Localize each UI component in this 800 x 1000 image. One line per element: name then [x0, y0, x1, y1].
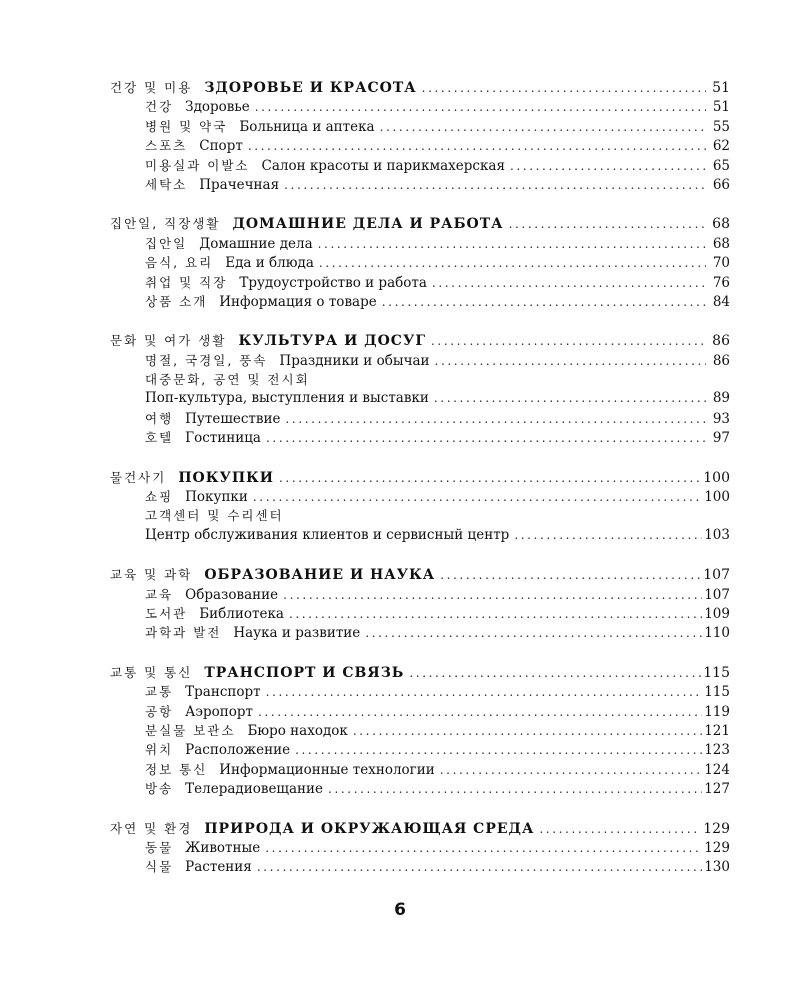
entry-korean: 도서관	[145, 605, 188, 621]
entry-russian: Аэропорт	[185, 703, 253, 720]
entry-russian: Путешествие	[185, 410, 281, 427]
toc-heading[interactable]	[110, 819, 730, 838]
dot-leader	[434, 389, 706, 408]
toc-entry[interactable]	[110, 253, 730, 272]
entry-russian: Библиотека	[199, 605, 284, 622]
page-ref: 51	[712, 99, 730, 116]
page-ref: 129	[703, 820, 730, 837]
dot-leader	[279, 469, 701, 488]
toc-heading[interactable]	[110, 565, 730, 584]
toc-entry[interactable]	[110, 857, 730, 876]
toc-entry[interactable]	[110, 487, 730, 506]
entry-korean: 호텔	[145, 430, 174, 446]
entry-russian: Транспорт	[185, 684, 261, 701]
entry-korean: 스포츠	[145, 138, 188, 154]
page-ref: 68	[712, 216, 730, 233]
heading-korean: 건강 및 미용	[110, 80, 193, 95]
entry-korean: 건강	[145, 99, 174, 115]
page-ref: 97	[712, 430, 730, 447]
toc-section-nature	[110, 819, 730, 877]
entry-korean: 공항	[145, 703, 174, 719]
entry-russian: Гостиница	[185, 430, 261, 447]
table-of-contents	[110, 78, 730, 897]
entry-korean: 대중문화, 공연 및 전시회	[145, 372, 310, 388]
toc-entry[interactable]	[110, 409, 730, 428]
page-ref: 86	[712, 352, 730, 369]
entry-korean: 세탁소	[145, 176, 188, 192]
entry-russian: Здоровье	[185, 99, 250, 116]
page-ref: 76	[712, 274, 730, 291]
toc-heading[interactable]	[110, 331, 730, 350]
entry-korean: 정보 통신	[145, 761, 208, 777]
entry-russian: Расположение	[185, 742, 291, 759]
entry-russian: Еда и блюда	[225, 255, 314, 272]
toc-entry[interactable]	[110, 97, 730, 116]
page-ref: 89	[712, 390, 730, 407]
dot-leader	[265, 839, 702, 858]
toc-section-transport	[110, 663, 730, 799]
dot-leader	[382, 293, 706, 312]
entry-russian: Растения	[185, 859, 252, 876]
dot-leader	[283, 586, 702, 605]
entry-korean: 음식, 요리	[145, 255, 214, 271]
page-ref: 110	[704, 625, 730, 642]
toc-entry[interactable]	[110, 623, 730, 642]
toc-entry[interactable]	[110, 273, 730, 292]
dot-leader	[422, 79, 706, 98]
page-ref: 100	[703, 469, 730, 486]
page-ref: 123	[704, 742, 730, 759]
entry-russian: Больница и аптека	[239, 118, 375, 135]
page-ref: 115	[703, 664, 730, 681]
toc-entry[interactable]	[110, 234, 730, 253]
page-ref: 121	[704, 722, 730, 739]
heading-russian: ОБРАЗОВАНИЕ И НАУКА	[204, 567, 436, 584]
heading-korean: 교통 및 통신	[110, 664, 193, 680]
dot-leader	[257, 858, 702, 877]
toc-entry-wrapped-title[interactable]	[110, 506, 730, 525]
entry-russian: Образование	[185, 586, 279, 603]
entry-russian: Наука и развитие	[233, 625, 361, 642]
entry-russian: Бюро находок	[247, 722, 348, 739]
entry-russian: Поп-культура, выступления и выставки	[145, 390, 429, 407]
entry-korean: 과학과 발전	[145, 625, 222, 641]
page-ref: 109	[704, 605, 730, 622]
page-ref: 86	[712, 333, 730, 350]
dot-leader	[284, 176, 706, 195]
entry-russian: Спорт	[199, 138, 243, 155]
entry-korean: 명절, 국경일, 풍속	[145, 352, 268, 368]
entry-russian: Праздники и обычаи	[279, 352, 430, 369]
entry-korean: 식물	[145, 859, 174, 875]
toc-entry[interactable]	[110, 721, 730, 740]
toc-entry[interactable]	[110, 604, 730, 623]
heading-korean: 자연 및 환경	[110, 820, 193, 836]
toc-entry[interactable]	[110, 175, 730, 194]
dot-leader	[328, 780, 702, 799]
heading-russian: ТРАНСПОРТ И СВЯЗЬ	[204, 664, 405, 681]
toc-entry[interactable]	[110, 292, 730, 311]
heading-korean: 문화 및 여가 생활	[110, 333, 227, 349]
dot-leader	[440, 566, 701, 585]
dot-leader	[510, 157, 706, 176]
entry-korean: 여행	[145, 410, 174, 426]
page-ref: 100	[704, 489, 730, 506]
heading-korean: 집안일, 직장생활	[110, 216, 221, 232]
entry-korean: 미용실과 이발소	[145, 157, 250, 173]
dot-leader	[319, 254, 706, 273]
heading-korean: 교육 및 과학	[110, 567, 193, 583]
dot-leader	[514, 526, 702, 545]
heading-russian: ЗДОРОВЬЕ И КРАСОТА	[204, 80, 417, 96]
page-ref: 66	[712, 176, 730, 193]
entry-korean: 고객센터 및 수리센터	[145, 508, 284, 524]
entry-russian: Информационные технологии	[219, 761, 435, 778]
entry-russian: Центр обслуживания клиентов и сервисный центр	[145, 526, 510, 543]
entry-russian: Салон красоты и парикмахерская	[261, 157, 505, 174]
toc-entry[interactable]	[110, 702, 730, 721]
page-ref: 93	[712, 410, 730, 427]
toc-section-housework	[110, 214, 730, 311]
toc-entry[interactable]	[110, 136, 730, 155]
dot-leader	[289, 605, 702, 624]
entry-russian: Домашние дела	[199, 235, 313, 252]
dot-leader	[509, 215, 706, 234]
entry-korean: 위치	[145, 742, 174, 758]
page-ref: 107	[703, 567, 730, 584]
page-ref: 107	[704, 586, 730, 603]
toc-entry[interactable]	[110, 682, 730, 701]
page-ref: 55	[712, 118, 730, 135]
toc-entry[interactable]	[110, 585, 730, 604]
toc-entry-wrapped-title[interactable]	[110, 370, 730, 389]
toc-heading[interactable]	[110, 468, 730, 487]
dot-leader	[432, 274, 706, 293]
dot-leader	[253, 488, 702, 507]
page-ref: 127	[704, 781, 730, 798]
toc-entry[interactable]	[110, 740, 730, 759]
page-ref: 65	[712, 157, 730, 174]
page-ref: 129	[704, 839, 730, 856]
dot-leader	[266, 429, 706, 448]
toc-entry[interactable]	[110, 428, 730, 447]
page-ref: 70	[712, 255, 730, 272]
toc-heading[interactable]	[110, 214, 730, 233]
entry-korean: 상품 소개	[145, 293, 208, 309]
toc-entry[interactable]	[110, 779, 730, 798]
heading-russian: ДОМАШНИЕ ДЕЛА И РАБОТА	[232, 216, 504, 233]
entry-korean: 분실물 보관소	[145, 722, 236, 738]
toc-entry[interactable]	[110, 760, 730, 779]
toc-section-culture	[110, 331, 730, 447]
dot-leader	[318, 235, 706, 254]
entry-russian: Информация о товаре	[219, 293, 377, 310]
page-ref: 119	[704, 703, 730, 720]
toc-section-health	[110, 78, 730, 194]
page-ref: 130	[704, 859, 730, 876]
dot-leader	[286, 410, 707, 429]
toc-entry[interactable]	[110, 117, 730, 136]
dot-leader	[539, 820, 701, 839]
dot-leader	[258, 703, 702, 722]
entry-russian: Покупки	[185, 489, 248, 506]
toc-section-education	[110, 565, 730, 643]
page-number: 6	[394, 900, 406, 920]
page-ref: 103	[704, 526, 730, 543]
heading-russian: ПОКУПКИ	[178, 469, 275, 486]
dot-leader	[380, 118, 706, 137]
entry-korean: 교통	[145, 684, 174, 700]
toc-heading[interactable]	[110, 663, 730, 682]
dot-leader	[255, 98, 706, 117]
entry-korean: 교육	[145, 586, 174, 602]
entry-russian: Прачечная	[199, 176, 280, 193]
page-ref: 51	[712, 80, 730, 96]
entry-korean: 쇼핑	[145, 489, 174, 505]
dot-leader	[409, 664, 701, 683]
entry-korean: 취업 및 직장	[145, 274, 228, 290]
toc-section-shopping	[110, 468, 730, 546]
dot-leader	[435, 352, 706, 371]
page-ref: 115	[704, 684, 730, 701]
dot-leader	[365, 624, 702, 643]
dot-leader	[248, 137, 706, 156]
entry-russian: Трудоустройство и работа	[239, 274, 427, 291]
page-ref: 124	[704, 761, 730, 778]
dot-leader	[353, 722, 702, 741]
entry-korean: 방송	[145, 781, 174, 797]
page-ref: 68	[712, 235, 730, 252]
entry-korean: 병원 및 약국	[145, 118, 228, 134]
entry-korean: 동물	[145, 839, 174, 855]
toc-entry[interactable]	[110, 526, 730, 545]
toc-entry[interactable]	[110, 838, 730, 857]
toc-entry[interactable]	[110, 156, 730, 175]
dot-leader	[440, 761, 702, 780]
dot-leader	[295, 741, 702, 760]
toc-heading[interactable]	[110, 78, 730, 97]
heading-russian: ПРИРОДА И ОКРУЖАЮЩАЯ СРЕДА	[204, 820, 535, 837]
heading-korean: 물건사기	[110, 469, 167, 485]
page-ref: 62	[712, 138, 730, 155]
entry-russian: Телерадиовещание	[185, 781, 324, 798]
toc-entry[interactable]	[110, 389, 730, 408]
entry-russian: Животные	[185, 839, 261, 856]
dot-leader	[266, 683, 703, 702]
heading-russian: КУЛЬТУРА И ДОСУГ	[238, 333, 426, 350]
dot-leader	[431, 332, 706, 351]
entry-korean: 집안일	[145, 235, 188, 251]
toc-entry[interactable]	[110, 351, 730, 370]
page-ref: 84	[712, 293, 730, 310]
